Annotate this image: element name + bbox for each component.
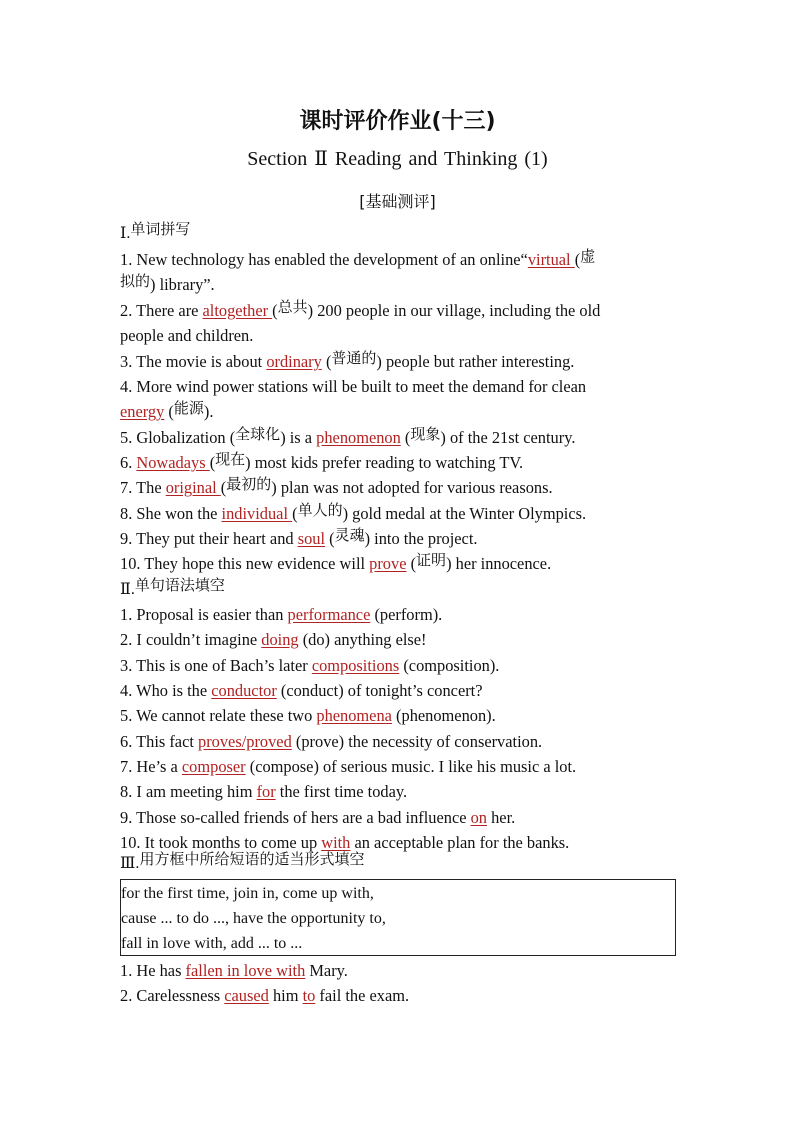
answer: ordinary	[266, 352, 322, 371]
s1-item-1: 1. New technology has enabled the development of an online“virtual (虚	[120, 247, 596, 269]
phrase-box-line: fall in love with, add ... to ...	[121, 935, 303, 952]
s1-item-4: 4. More wind power stations will be built to meet the demand for clean	[120, 377, 587, 396]
answer: individual	[221, 504, 293, 523]
answer: compositions	[311, 656, 400, 675]
s2-item-8: 8. I am meeting him for the first time today.	[120, 782, 408, 801]
answer: phenomenon	[316, 428, 401, 447]
s2-item-3: 3. This is one of Bach’s later compositions (composition).	[120, 656, 500, 675]
s1-item-4-cont: energy (能源).	[120, 399, 214, 421]
page-title: 课时评价作业(十三)	[299, 109, 496, 134]
s2-item-6: 6. This fact proves/proved (prove) the necessity of conservation.	[120, 732, 543, 751]
s1-item-2: 2. There are altogether (总共) 200 people in our village, including the old	[120, 298, 601, 320]
s1-item-10: 10. They hope this new evidence will prove (证明) her innocence.	[120, 551, 552, 573]
phrase-box-line: cause ... to do ..., have the opportunity to,	[121, 910, 386, 927]
answer: for	[256, 782, 276, 801]
answer: caused	[224, 986, 269, 1005]
answer: composer	[181, 757, 246, 776]
s1-item-5: 5. Globalization (全球化) is a phenomenon (现象) of the 21st century.	[120, 425, 576, 447]
answer: conductor	[211, 681, 277, 700]
page-subtitle: Section Ⅱ Reading and Thinking (1)	[247, 148, 548, 170]
s1-item-9: 9. They put their heart and soul (灵魂) into the project.	[120, 526, 478, 548]
s2-item-4: 4. Who is the conductor (conduct) of tonight’s concert?	[120, 681, 483, 700]
answer: phenomena	[316, 706, 392, 725]
answer: proves/proved	[198, 732, 292, 751]
section-1-heading: Ⅰ.单词拼写	[120, 220, 191, 242]
answer: performance	[287, 605, 371, 624]
s1-item-2-cont: people and children.	[120, 326, 254, 345]
answer: with	[321, 833, 351, 852]
section-2-heading: Ⅱ.单句语法填空	[120, 576, 225, 598]
s1-item-1-cont: 拟的) library”.	[120, 272, 215, 294]
answer: soul	[297, 529, 326, 548]
answer: on	[470, 808, 487, 827]
s3-item-1: 1. He has fallen in love with Mary.	[120, 961, 348, 980]
s1-item-6: 6. Nowadays (现在) most kids prefer reading to watching TV.	[120, 450, 524, 472]
s1-item-3: 3. The movie is about ordinary (普通的) people but rather interesting.	[120, 349, 575, 371]
section-3-heading: Ⅲ.用方框中所给短语的适当形式填空	[120, 850, 365, 872]
answer: original	[165, 478, 221, 497]
s3-item-2: 2. Carelessness caused him to fail the exam.	[120, 986, 410, 1005]
answer: to	[302, 986, 316, 1005]
phrase-box-line: for the first time, join in, come up with,	[121, 885, 374, 902]
s2-item-5: 5. We cannot relate these two phenomena (phenomenon).	[120, 706, 496, 725]
answer: doing	[261, 630, 299, 649]
answer: prove	[369, 554, 407, 573]
s2-item-1: 1. Proposal is easier than performance (perform).	[120, 605, 443, 624]
answer: virtual	[527, 250, 575, 269]
s1-item-8: 8. She won the individual (单人的) gold medal at the Winter Olympics.	[120, 501, 587, 523]
section-bracket-heading: [基础测评]	[359, 192, 436, 211]
answer: altogether	[202, 301, 273, 320]
s2-item-9: 9. Those so-called friends of hers are a bad influence on her.	[120, 808, 516, 827]
s1-item-7: 7. The original (最初的) plan was not adopted for various reasons.	[120, 475, 553, 497]
answer: energy	[120, 402, 165, 421]
phrase-box	[120, 879, 676, 956]
s2-item-7: 7. He’s a composer (compose) of serious music. I like his music a lot.	[120, 757, 577, 776]
answer: fallen in love with	[185, 961, 306, 980]
s2-item-10: 10. It took months to come up with an acceptable plan for the banks.	[120, 833, 570, 852]
answer: Nowadays	[136, 453, 210, 472]
s2-item-2: 2. I couldn’t imagine doing (do) anything else!	[120, 630, 427, 649]
